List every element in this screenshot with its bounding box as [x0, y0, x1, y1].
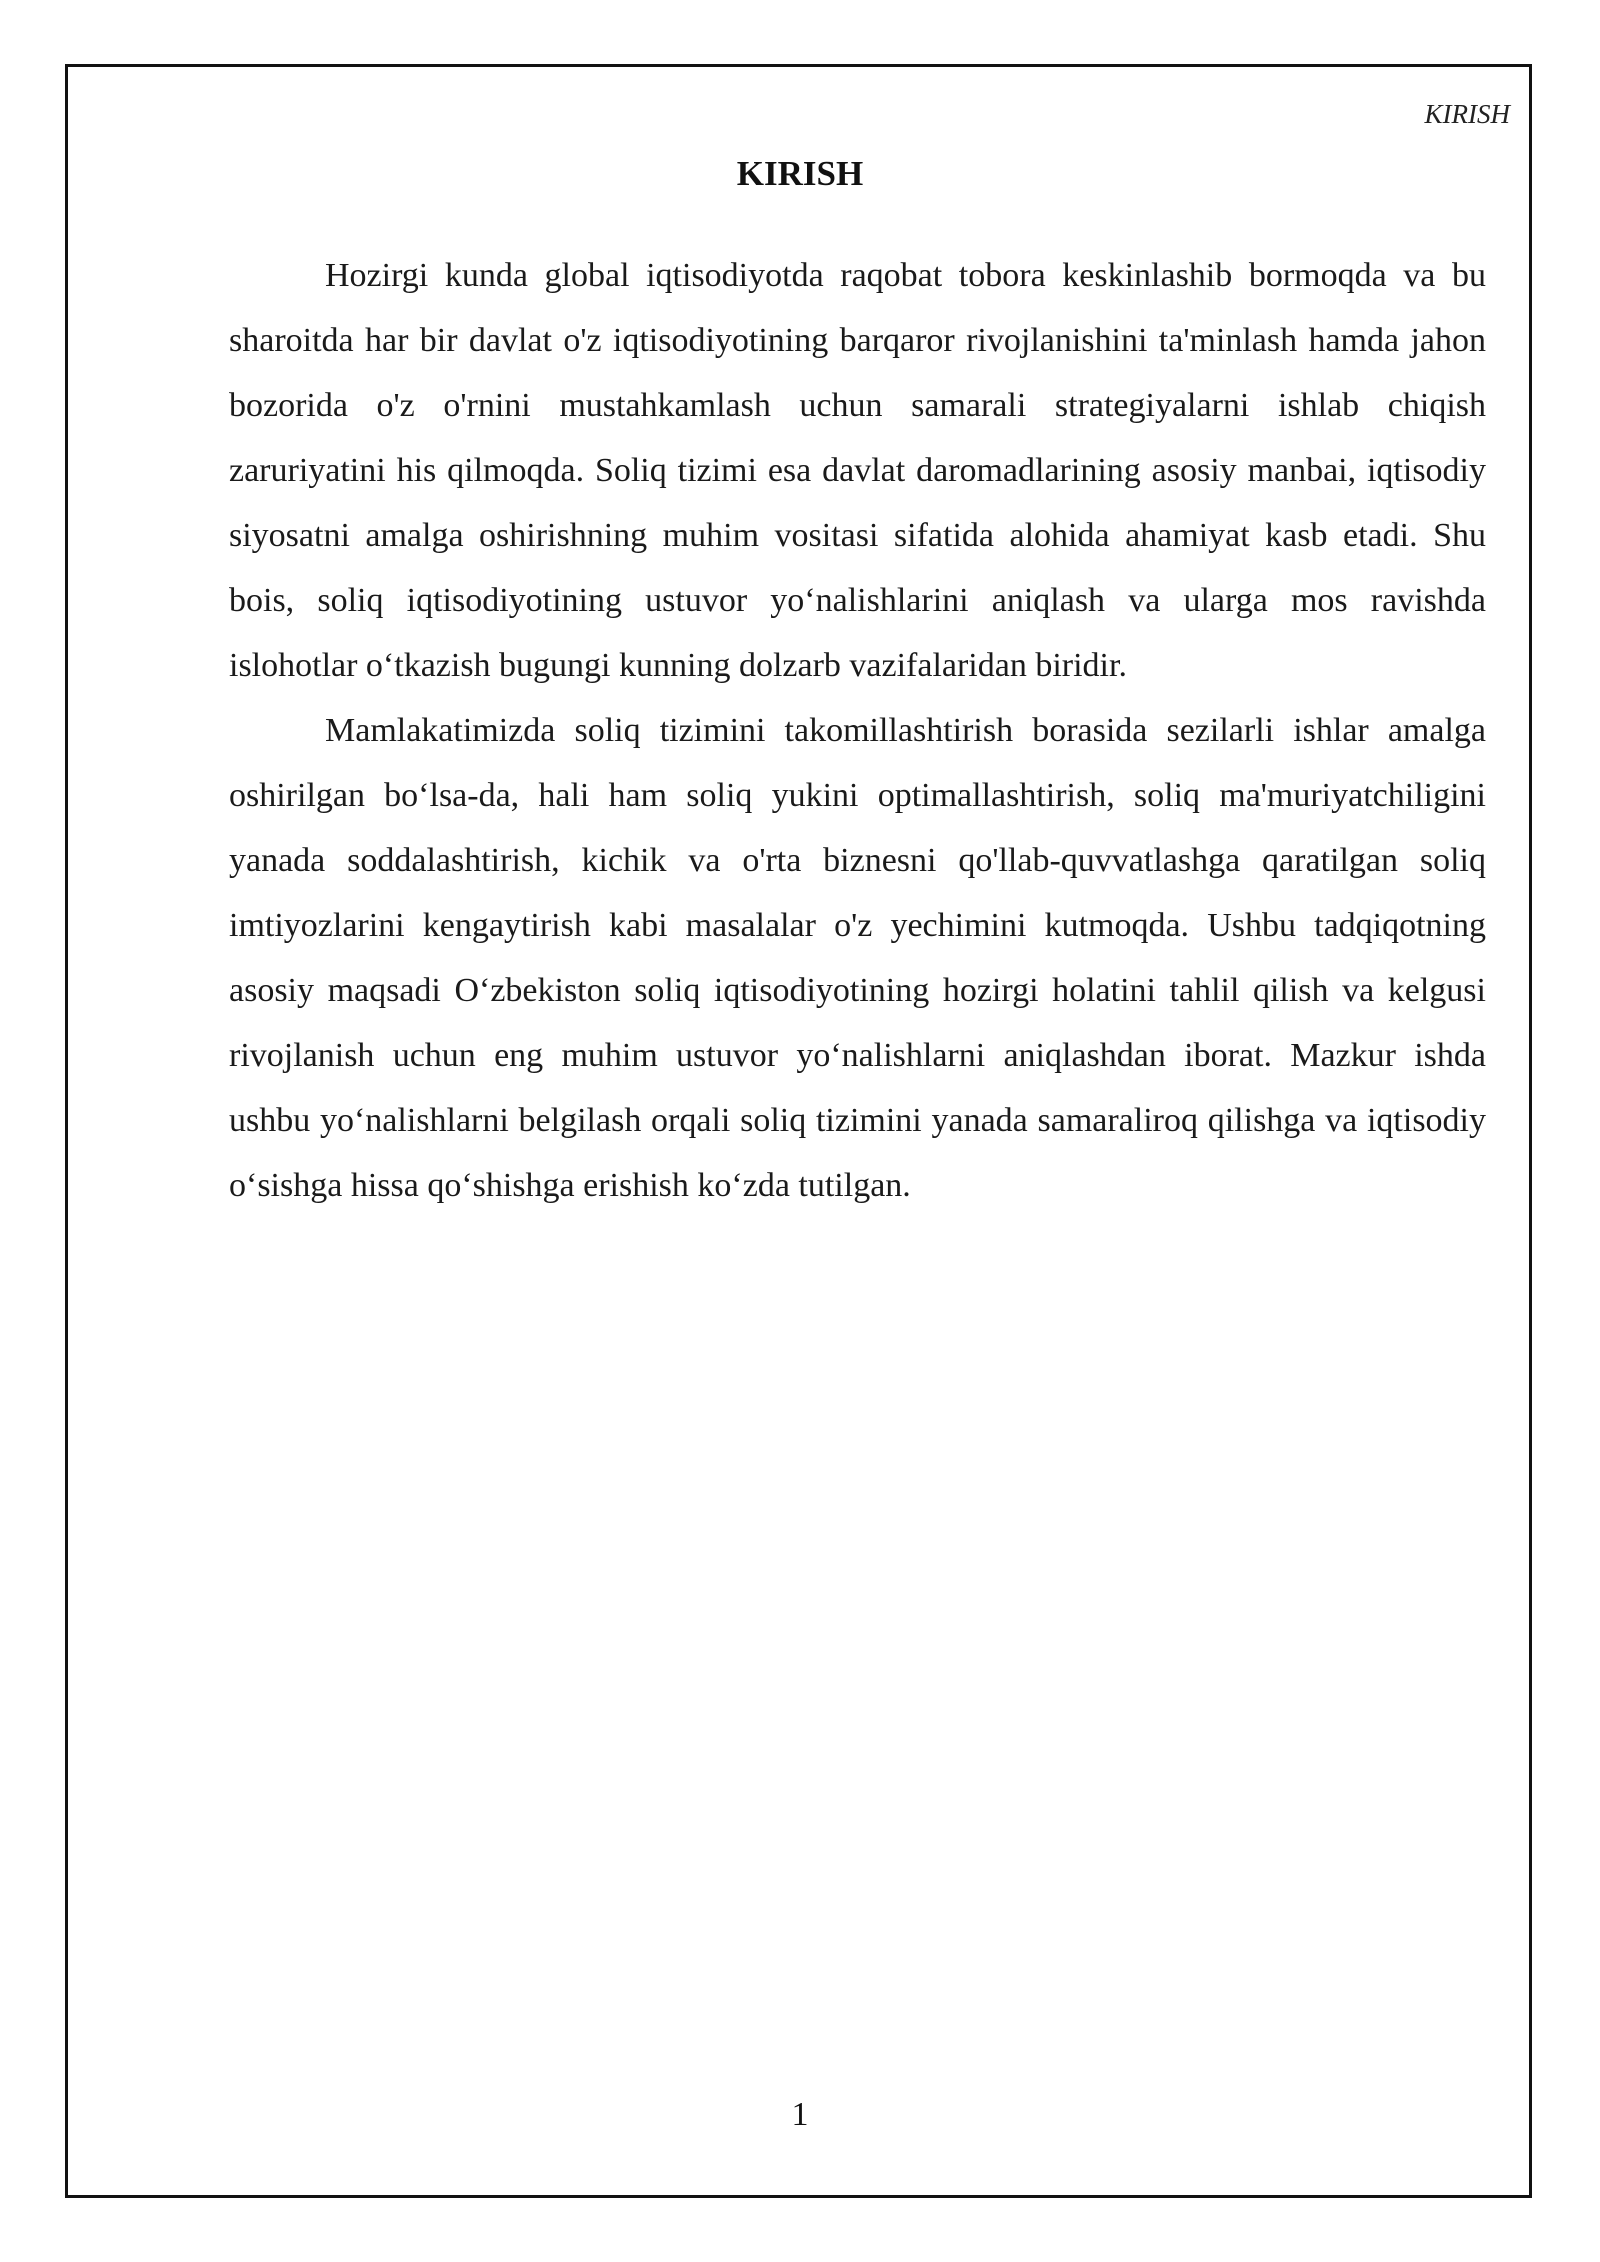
- page-number: 1: [791, 2096, 809, 2133]
- page-title: KIRISH: [736, 154, 864, 193]
- paragraph-2: Mamlakatimizda soliq tizimini takomillashtirish borasida sezilarli ishlar amalga oshirilgan bo‘lsa-da, hali ham soliq yukini optimallashtirish, soliq ma'muriyatchiligini yanada soddalashtirish, kichik va o'rta biznesni qo'llab-quvvatlashga qaratilgan soliq imtiyozlarini kengaytirish kabi masalalar o'z yechimini kutmoqda. Ushbu tadqiqotning asosiy maqsadi O‘zbekiston soliq iqtisodiyotining hozirgi holatini tahlil qilish va kelgusi rivojlanish uchun eng muhim ustuvor yo‘nalishlarni aniqlashdan iborat. Mazkur ishda ushbu yo‘nalishlarni belgilash orqali soliq tizimini yanada samaraliroq qilishga va iqtisodiy o‘sishga hissa qo‘shishga erishish ko‘zda tutilgan.: [229, 712, 1486, 1204]
- document-body: [229, 243, 1486, 1218]
- paragraph-1: Hozirgi kunda global iqtisodiyotda raqobat tobora keskinlashib bormoqda va bu sharoitda har bir davlat o'z iqtisodiyotining barqaror rivojlanishini ta'minlash hamda jahon bozorida o'z o'rnini mustahkamlash uchun samarali strategiyalarni ishlab chiqish zaruriyatini his qilmoqda. Soliq tizimi esa davlat daromadlarining asosiy manbai, iqtisodiy siyosatni amalga oshirishning muhim vositasi sifatida alohida ahamiyat kasb etadi. Shu bois, soliq iqtisodiyotining ustuvor yo‘nalishlarini aniqlash va ularga mos ravishda islohotlar o‘tkazish bugungi kunning dolzarb vazifalaridan biridir.: [229, 257, 1486, 684]
- running-header: KIRISH: [1424, 99, 1510, 129]
